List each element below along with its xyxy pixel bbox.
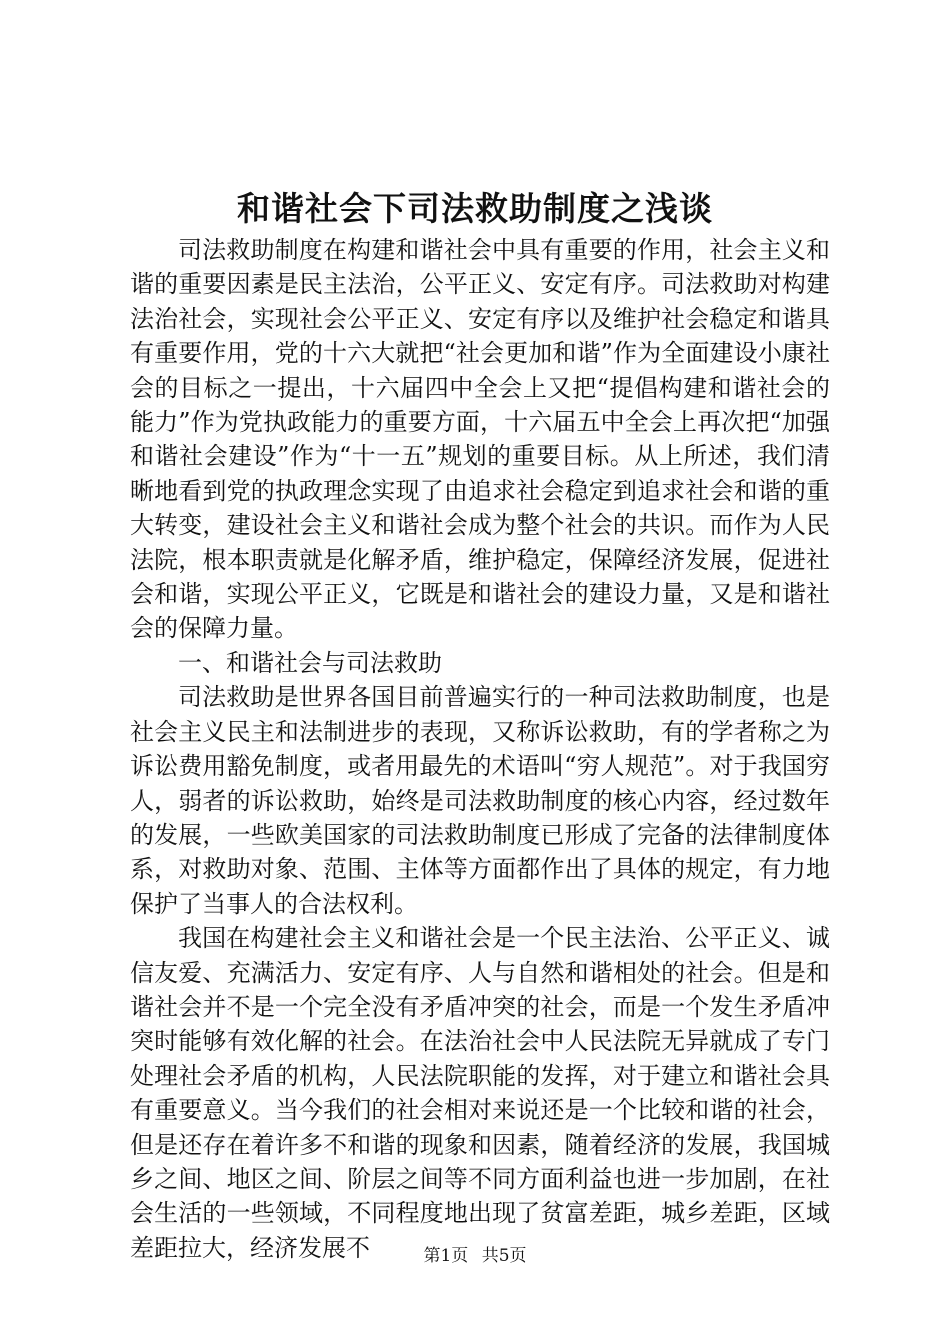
page-footer [0,1245,950,1267]
document-title: 和谐社会下司法救助制度之浅谈 [237,189,713,228]
page-total: 共5页 [481,1246,527,1266]
document-body [130,233,830,1265]
section-heading-1: 一、和谐社会与司法救助 [178,648,442,677]
page-number: 第1页 [423,1246,469,1266]
paragraph-intro: 司法救助制度在构建和谐社会中具有重要的作用，社会主义和谐的重要因素是民主法治，公平正义、安定有序。司法救助对构建法治社会，实现社会公平正义、安定有序以及维护社会稳定和谐具有重要作用，党的十六大就把“社会更加和谐”作为全面建设小康社会的目标之一提出，十六届四中全会上又把“提倡构建和谐社会的能力”作为党执政能力的重要方面，十六届五中全会上再次把“加强和谐社会建设”作为“十一五”规划的重要目标。从上所述，我们清晰地看到党的执政理念实现了由追求社会稳定到追求社会和谐的重大转变，建设社会主义和谐社会成为整个社会的共识。而作为人民法院，根本职责就是化解矛盾，维护稳定，保障经济发展，促进社会和谐，实现公平正义，它既是和谐社会的建设力量，又是和谐社会的保障力量。 [130,236,830,643]
paragraph-judicial-aid: 司法救助是世界各国目前普遍实行的一种司法救助制度，也是社会主义民主和法制进步的表现，又称诉讼救助，有的学者称之为诉讼费用豁免制度，或者用最先的术语叫“穷人规范”。对于我国穷人，弱者的诉讼救助，始终是司法救助制度的核心内容，经过数年的发展，一些欧美国家的司法救助制度已形成了完备的法律制度体系，对救助对象、范围、主体等方面都作出了具体的规定，有力地保护了当事人的合法权利。 [130,683,830,918]
paragraph-harmonious-society: 我国在构建社会主义和谐社会是一个民主法治、公平正义、诚信友爱、充满活力、安定有序、人与自然和谐相处的社会。但是和谐社会并不是一个完全没有矛盾冲突的社会，而是一个发生矛盾冲突时能够有效化解的社会。在法治社会中人民法院无异就成了专门处理社会矛盾的机构，人民法院职能的发挥，对于建立和谐社会具有重要意义。当今我们的社会相对来说还是一个比较和谐的社会，但是还存在着许多不和谐的现象和因素，随着经济的发展，我国城乡之间、地区之间、阶层之间等不同方面利益也进一步加剧，在社会生活的一些领域，不同程度地出现了贫富差距，城乡差距，区域差距拉大，经济发展不 [130,924,830,1262]
